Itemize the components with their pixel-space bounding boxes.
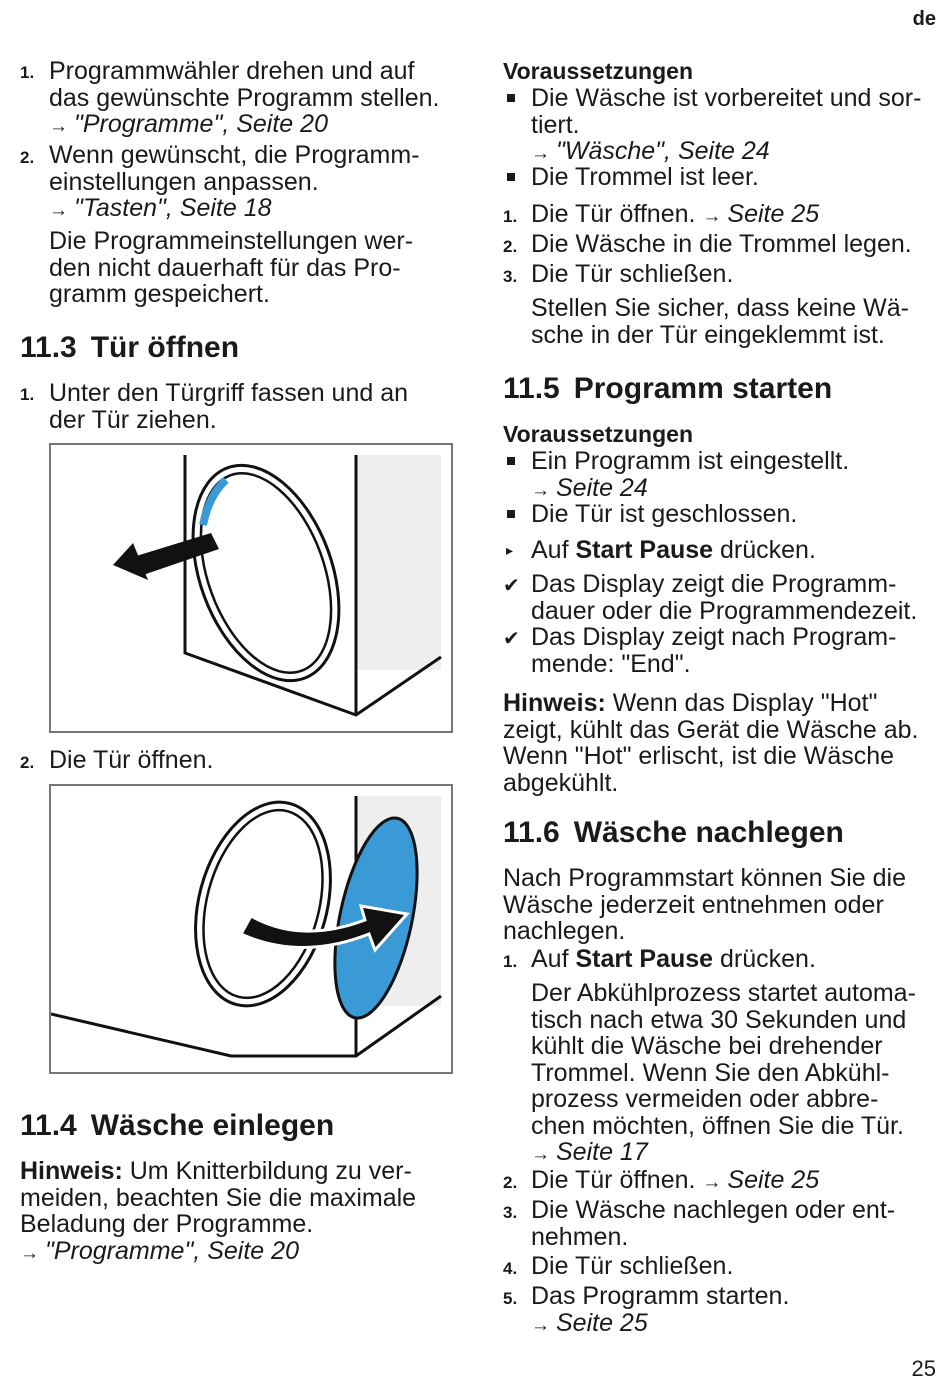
arrow-right-icon: → [702, 206, 722, 227]
note-paragraph: Stellen Sie sicher, dass keine Wä- sche in der Tür eingeklemmt ist. [531, 294, 909, 349]
washer-door-closed-image [51, 445, 451, 731]
action-step: Auf Start Pause drücken. [531, 536, 816, 564]
cross-reference-link[interactable]: → Seite 17 [531, 1138, 648, 1166]
note-paragraph: Der Abkühlprozess startet automa- tisch nach etwa 30 Sekunden und kühlt die Wäsche bei drehender Trommel. Wenn Sie den Abkühl- prozess vermeiden oder abbre- chen möchten, öffnen Sie die Tür. → Seite 17 [531, 980, 916, 1169]
language-code: de [912, 8, 936, 30]
arrow-right-icon: → [531, 143, 550, 164]
prerequisites-label: Voraussetzungen [503, 421, 693, 447]
step-number: 1. [503, 952, 518, 971]
step-text: Unter den Türgriff fassen und an der Tür ziehen. [49, 379, 409, 434]
result-item: Das Display zeigt die Programm- dauer oder die Programmendezeit. [531, 570, 918, 625]
prerequisites-label: Voraussetzungen [503, 58, 693, 84]
cross-reference-link[interactable]: → Seite 25 [531, 1308, 648, 1337]
step-number: 1. [20, 63, 35, 82]
step-text: Das Programm starten. → Seite 25 [531, 1283, 789, 1339]
step-number: 2. [503, 1173, 518, 1192]
step-text: Auf Start Pause drücken. [531, 945, 816, 973]
prerequisite-item: Die Wäsche ist vorbereitet und sor- tiert. → "Wäsche", Seite 24 [531, 85, 921, 168]
section-heading-11-6: 11.6 Wäsche nachlegen [503, 816, 844, 849]
step-text: Die Tür schließen. [531, 1252, 734, 1280]
prerequisite-item: Die Tür ist geschlossen. [531, 500, 798, 528]
washer-door-open-image [51, 786, 451, 1072]
hint-paragraph: Hinweis: Wenn das Display "Hot" zeigt, kühlt das Gerät die Wäsche ab. Wenn "Hot" erlischt, ist die Wäsche abgekühlt. [503, 689, 919, 797]
illustration-open-door [49, 784, 453, 1074]
action-triangle-icon: ▸ [506, 542, 514, 558]
cross-reference-link[interactable]: → Seite 25 [702, 200, 820, 228]
step-number: 2. [503, 237, 518, 256]
step-text: Die Tür schließen. [531, 260, 734, 288]
bullet-icon [507, 94, 515, 102]
hint-paragraph: Hinweis: Um Knitterbildung zu ver- meiden, beachten Sie die maximale Beladung der Programme. → "Programme", Seite 20 [20, 1158, 416, 1267]
intro-paragraph: Nach Programmstart können Sie die Wäsche jederzeit entnehmen oder nachlegen. [503, 864, 906, 945]
section-heading-11-5: 11.5 Programm starten [503, 372, 833, 405]
step-number: 2. [20, 753, 35, 772]
arrow-right-icon: → [531, 1144, 550, 1165]
cross-reference-link[interactable]: → "Wäsche", Seite 24 [531, 137, 770, 165]
arrow-right-icon: → [702, 1172, 722, 1193]
checkmark-icon: ✔ [503, 628, 520, 650]
step-text: Die Wäsche in die Trommel legen. [531, 230, 912, 258]
step-text: Wenn gewünscht, die Programm- einstellungen anpassen. → "Tasten", Seite 18 [49, 142, 420, 225]
step-number: 3. [503, 1203, 518, 1222]
section-heading-11-4: 11.4 Wäsche einlegen [20, 1109, 335, 1142]
checkmark-icon: ✔ [503, 575, 520, 597]
step-text: Die Tür öffnen. [49, 746, 214, 774]
step-number: 2. [20, 148, 35, 167]
bullet-icon [507, 510, 515, 518]
bullet-icon [507, 457, 515, 465]
cross-reference-link[interactable]: → Seite 25 [702, 1166, 820, 1194]
step-number: 4. [503, 1259, 518, 1278]
cross-reference-link[interactable]: → "Programme", Seite 20 [20, 1236, 299, 1265]
arrow-right-icon: → [531, 479, 550, 501]
step-text: Die Tür öffnen. → Seite 25 [531, 1166, 820, 1194]
section-heading-11-3: 11.3 Tür öffnen [20, 331, 240, 364]
step-text: Die Wäsche nachlegen oder ent- nehmen. [531, 1196, 896, 1251]
cross-reference-link[interactable]: → "Tasten", Seite 18 [49, 194, 272, 222]
step-text: Programmwähler drehen und auf das gewünschte Programm stellen. → "Programme", Seite 20 [49, 58, 439, 141]
step-number: 1. [503, 207, 518, 226]
prerequisite-item: Die Trommel ist leer. [531, 163, 759, 191]
arrow-right-icon: → [20, 1242, 39, 1264]
step-number: 3. [503, 267, 518, 286]
cross-reference-link[interactable]: → "Programme", Seite 20 [49, 110, 328, 138]
step-number: 5. [503, 1289, 518, 1308]
illustration-pull-door [49, 443, 453, 733]
step-text: Die Tür öffnen. → Seite 25 [531, 200, 820, 228]
bullet-icon [507, 173, 515, 181]
result-item: Das Display zeigt nach Program- mende: "End". [531, 623, 897, 678]
page-number: 25 [911, 1356, 936, 1381]
prerequisite-item: Ein Programm ist eingestellt. → Seite 24 [531, 448, 849, 504]
arrow-right-icon: → [49, 200, 68, 221]
arrow-right-icon: → [531, 1314, 550, 1336]
step-number: 1. [20, 385, 35, 404]
cross-reference-link[interactable]: → Seite 24 [531, 473, 648, 502]
note-paragraph: Die Programmeinstellungen wer- den nicht dauerhaft für das Pro- gramm gespeichert. [49, 227, 414, 308]
arrow-right-icon: → [49, 116, 68, 137]
